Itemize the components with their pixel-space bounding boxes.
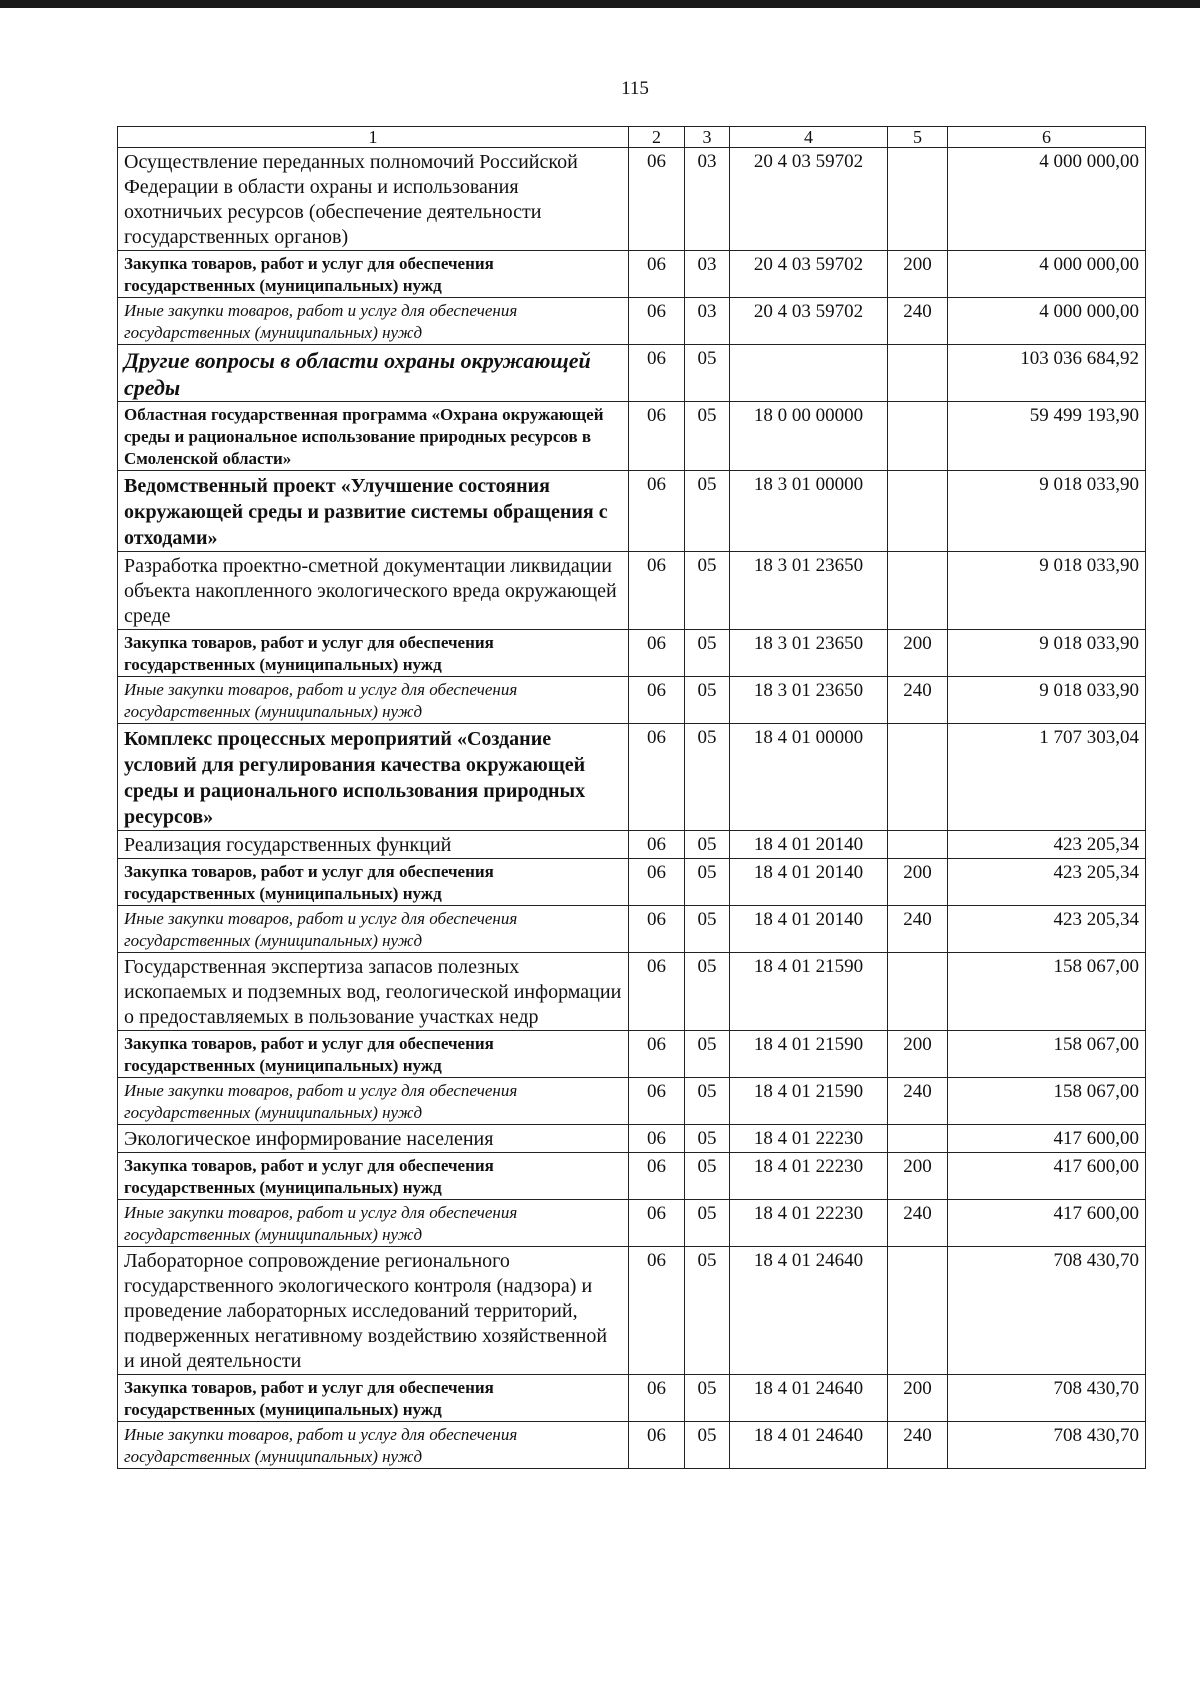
row-name-cell: Закупка товаров, работ и услуг для обеспечения государственных (муниципальных) нужд [118,859,629,906]
table-row [118,345,1146,402]
expense-type-cell [888,953,948,1031]
section-code-cell: 06 [629,724,685,831]
expense-type-cell [888,724,948,831]
target-article-cell: 18 0 00 00000 [730,402,888,471]
amount-cell: 417 600,00 [948,1125,1146,1153]
target-article-cell: 18 4 01 22230 [730,1200,888,1247]
table-row [118,1375,1146,1422]
header-cell: 1 [118,127,629,148]
section-code-cell: 06 [629,630,685,677]
target-article-cell: 18 4 01 21590 [730,953,888,1031]
amount-cell: 708 430,70 [948,1375,1146,1422]
amount-cell: 4 000 000,00 [948,251,1146,298]
target-article-cell: 18 4 01 22230 [730,1153,888,1200]
subsection-code-cell: 05 [685,906,730,953]
row-name-cell: Реализация государственных функций [118,831,629,859]
amount-cell: 423 205,34 [948,906,1146,953]
target-article-cell: 18 4 01 24640 [730,1422,888,1469]
target-article-cell: 18 4 01 24640 [730,1375,888,1422]
expense-type-cell [888,552,948,630]
table-row [118,298,1146,345]
row-name-cell: Иные закупки товаров, работ и услуг для обеспечения государственных (муниципальных) нужд [118,1078,629,1125]
amount-cell: 9 018 033,90 [948,677,1146,724]
amount-cell: 1 707 303,04 [948,724,1146,831]
subsection-code-cell: 05 [685,953,730,1031]
row-name-cell: Комплекс процессных мероприятий «Создание условий для регулирования качества окружающей среды и рационального использования природных ресурсов» [118,724,629,831]
subsection-code-cell: 05 [685,1125,730,1153]
target-article-cell: 18 4 01 20140 [730,831,888,859]
header-cell: 5 [888,127,948,148]
section-code-cell: 06 [629,831,685,859]
section-code-cell: 06 [629,1422,685,1469]
section-code-cell: 06 [629,251,685,298]
expense-type-cell: 240 [888,677,948,724]
table-row [118,906,1146,953]
amount-cell: 103 036 684,92 [948,345,1146,402]
section-code-cell: 06 [629,298,685,345]
expense-type-cell: 200 [888,859,948,906]
amount-cell: 708 430,70 [948,1422,1146,1469]
header-cell: 4 [730,127,888,148]
header-cell: 3 [685,127,730,148]
subsection-code-cell: 05 [685,1031,730,1078]
table-row [118,859,1146,906]
expense-type-cell: 200 [888,1153,948,1200]
subsection-code-cell: 05 [685,859,730,906]
row-name-cell: Областная государственная программа «Охрана окружающей среды и рациональное использование природных ресурсов в Смоленской области» [118,402,629,471]
subsection-code-cell: 05 [685,552,730,630]
expense-type-cell: 240 [888,1422,948,1469]
subsection-code-cell: 05 [685,1247,730,1375]
target-article-cell [730,345,888,402]
target-article-cell: 20 4 03 59702 [730,251,888,298]
row-name-cell: Закупка товаров, работ и услуг для обеспечения государственных (муниципальных) нужд [118,251,629,298]
table-row [118,1078,1146,1125]
row-name-cell: Иные закупки товаров, работ и услуг для обеспечения государственных (муниципальных) нужд [118,677,629,724]
expense-type-cell: 200 [888,630,948,677]
table-row [118,148,1146,251]
target-article-cell: 18 3 01 00000 [730,471,888,552]
table-row [118,552,1146,630]
table-row [118,630,1146,677]
expense-type-cell [888,345,948,402]
target-article-cell: 18 3 01 23650 [730,630,888,677]
subsection-code-cell: 05 [685,831,730,859]
target-article-cell: 20 4 03 59702 [730,298,888,345]
target-article-cell: 18 4 01 20140 [730,906,888,953]
table-row [118,724,1146,831]
section-code-cell: 06 [629,1031,685,1078]
section-code-cell: 06 [629,148,685,251]
target-article-cell: 18 3 01 23650 [730,677,888,724]
table-row [118,1031,1146,1078]
subsection-code-cell: 03 [685,251,730,298]
row-name-cell: Разработка проектно-сметной документации ликвидации объекта накопленного экологического вреда окружающей среде [118,552,629,630]
target-article-cell: 18 4 01 21590 [730,1031,888,1078]
amount-cell: 9 018 033,90 [948,630,1146,677]
scan-top-edge [0,0,1200,8]
target-article-cell: 18 4 01 21590 [730,1078,888,1125]
row-name-cell: Государственная экспертиза запасов полезных ископаемых и подземных вод, геологической информации о предоставляемых в пользование участках недр [118,953,629,1031]
subsection-code-cell: 03 [685,148,730,251]
amount-cell: 59 499 193,90 [948,402,1146,471]
expense-type-cell: 200 [888,1031,948,1078]
table-row [118,677,1146,724]
expense-type-cell [888,402,948,471]
amount-cell: 417 600,00 [948,1200,1146,1247]
amount-cell: 9 018 033,90 [948,471,1146,552]
table-row [118,471,1146,552]
expense-type-cell: 240 [888,1078,948,1125]
row-name-cell: Экологическое информирование населения [118,1125,629,1153]
table-row [118,251,1146,298]
row-name-cell: Закупка товаров, работ и услуг для обеспечения государственных (муниципальных) нужд [118,630,629,677]
row-name-cell: Лабораторное сопровождение регионального государственного экологического контроля (надзора) и проведение лабораторных исследований территорий, подверженных негативному воздействию хозяйственной и иной деятельности [118,1247,629,1375]
subsection-code-cell: 05 [685,1078,730,1125]
subsection-code-cell: 05 [685,1375,730,1422]
expense-type-cell [888,148,948,251]
subsection-code-cell: 05 [685,1200,730,1247]
section-code-cell: 06 [629,345,685,402]
expense-type-cell: 240 [888,906,948,953]
row-name-cell: Ведомственный проект «Улучшение состояния окружающей среды и развитие системы обращения с отходами» [118,471,629,552]
expense-type-cell: 240 [888,298,948,345]
section-code-cell: 06 [629,1153,685,1200]
amount-cell: 423 205,34 [948,859,1146,906]
amount-cell: 158 067,00 [948,953,1146,1031]
target-article-cell: 18 4 01 00000 [730,724,888,831]
subsection-code-cell: 05 [685,1153,730,1200]
amount-cell: 417 600,00 [948,1153,1146,1200]
target-article-cell: 20 4 03 59702 [730,148,888,251]
subsection-code-cell: 05 [685,630,730,677]
section-code-cell: 06 [629,552,685,630]
amount-cell: 4 000 000,00 [948,298,1146,345]
section-code-cell: 06 [629,402,685,471]
section-code-cell: 06 [629,859,685,906]
row-name-cell: Иные закупки товаров, работ и услуг для обеспечения государственных (муниципальных) нужд [118,1200,629,1247]
amount-cell: 158 067,00 [948,1078,1146,1125]
subsection-code-cell: 05 [685,1422,730,1469]
page-number: 115 [621,78,649,99]
target-article-cell: 18 4 01 20140 [730,859,888,906]
section-code-cell: 06 [629,1200,685,1247]
expense-type-cell [888,471,948,552]
section-code-cell: 06 [629,953,685,1031]
section-code-cell: 06 [629,1078,685,1125]
header-cell: 2 [629,127,685,148]
subsection-code-cell: 05 [685,677,730,724]
header-row [118,127,1146,148]
amount-cell: 158 067,00 [948,1031,1146,1078]
expense-type-cell: 200 [888,251,948,298]
budget-table [117,126,1146,1469]
expense-type-cell: 200 [888,1375,948,1422]
subsection-code-cell: 05 [685,345,730,402]
target-article-cell: 18 4 01 24640 [730,1247,888,1375]
subsection-code-cell: 05 [685,471,730,552]
expense-type-cell [888,1125,948,1153]
target-article-cell: 18 3 01 23650 [730,552,888,630]
table-row [118,1153,1146,1200]
section-code-cell: 06 [629,677,685,724]
subsection-code-cell: 03 [685,298,730,345]
row-name-cell: Закупка товаров, работ и услуг для обеспечения государственных (муниципальных) нужд [118,1153,629,1200]
row-name-cell: Иные закупки товаров, работ и услуг для обеспечения государственных (муниципальных) нужд [118,1422,629,1469]
table-row [118,402,1146,471]
row-name-cell: Другие вопросы в области охраны окружающей среды [118,345,629,402]
section-code-cell: 06 [629,1375,685,1422]
section-code-cell: 06 [629,471,685,552]
amount-cell: 708 430,70 [948,1247,1146,1375]
section-code-cell: 06 [629,906,685,953]
expense-type-cell [888,831,948,859]
table-row [118,1422,1146,1469]
target-article-cell: 18 4 01 22230 [730,1125,888,1153]
table-row [118,953,1146,1031]
table-row [118,831,1146,859]
header-cell: 6 [948,127,1146,148]
expense-type-cell: 240 [888,1200,948,1247]
subsection-code-cell: 05 [685,724,730,831]
row-name-cell: Закупка товаров, работ и услуг для обеспечения государственных (муниципальных) нужд [118,1375,629,1422]
table-row [118,1247,1146,1375]
row-name-cell: Иные закупки товаров, работ и услуг для обеспечения государственных (муниципальных) нужд [118,906,629,953]
amount-cell: 4 000 000,00 [948,148,1146,251]
amount-cell: 9 018 033,90 [948,552,1146,630]
row-name-cell: Иные закупки товаров, работ и услуг для обеспечения государственных (муниципальных) нужд [118,298,629,345]
section-code-cell: 06 [629,1247,685,1375]
table-row [118,1200,1146,1247]
amount-cell: 423 205,34 [948,831,1146,859]
subsection-code-cell: 05 [685,402,730,471]
row-name-cell: Осуществление переданных полномочий Российской Федерации в области охраны и использования охотничьих ресурсов (обеспечение деятельности государственных органов) [118,148,629,251]
row-name-cell: Закупка товаров, работ и услуг для обеспечения государственных (муниципальных) нужд [118,1031,629,1078]
table-row [118,1125,1146,1153]
section-code-cell: 06 [629,1125,685,1153]
expense-type-cell [888,1247,948,1375]
